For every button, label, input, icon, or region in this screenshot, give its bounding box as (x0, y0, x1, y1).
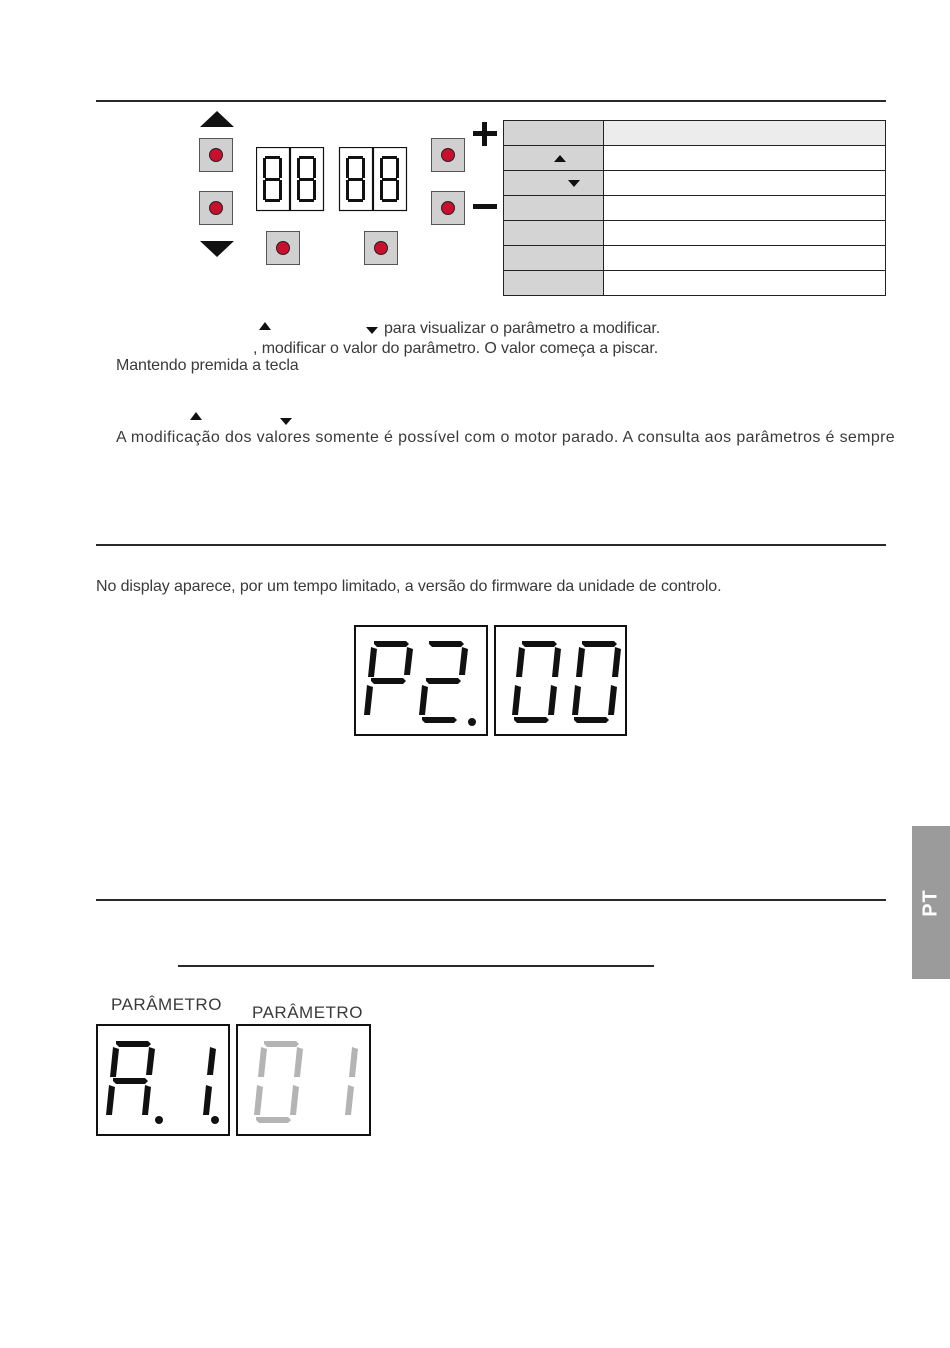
instruction-line-1: para visualizar o parâmetro a modificar. (384, 320, 661, 337)
table-row (504, 146, 886, 171)
minus-icon (472, 203, 498, 211)
instruction-line-3: Mantendo premida a tecla (116, 357, 299, 374)
section-rule-parameter (96, 899, 886, 901)
table-cell-key (504, 221, 604, 246)
led-indicator (209, 201, 223, 215)
table-row (504, 221, 886, 246)
section-rule-top (96, 100, 886, 102)
table-row (504, 171, 886, 196)
table-cell-value (604, 246, 886, 271)
arrow-down-small-icon (568, 180, 580, 188)
subheading-underline (178, 965, 654, 967)
parameter-display (96, 1024, 372, 1137)
table-cell-value (604, 221, 886, 246)
firmware-text: No display aparece, por um tempo limitado, a versão do firmware da unidade de controlo. (96, 578, 722, 595)
arrow-up-inline-icon (190, 412, 202, 420)
plus-icon (472, 121, 498, 147)
parameter-table (503, 120, 886, 296)
seven-segment-display-small (256, 147, 408, 213)
instruction-line-4: A modificação dos valores somente é possível com o motor parado. A consulta aos parâmetros é sempre (116, 429, 896, 446)
led-indicator (441, 148, 455, 162)
table-row (504, 271, 886, 296)
led-indicator (209, 148, 223, 162)
firmware-display (354, 625, 628, 737)
arrow-down-inline-icon (280, 418, 292, 426)
language-tab (912, 826, 950, 979)
arrow-up-small-icon (554, 155, 566, 163)
table-cell-key (504, 271, 604, 296)
table-cell-value (604, 196, 886, 221)
down-button[interactable] (199, 191, 233, 225)
arrow-down-icon (199, 240, 235, 258)
left-bottom-button[interactable] (266, 231, 300, 265)
table-cell-value (604, 271, 886, 296)
section-rule-firmware (96, 544, 886, 546)
table-row (504, 246, 886, 271)
table-cell-value (604, 146, 886, 171)
minus-button[interactable] (431, 191, 465, 225)
table-cell-key (504, 196, 604, 221)
led-indicator (374, 241, 388, 255)
led-indicator (441, 201, 455, 215)
up-button[interactable] (199, 138, 233, 172)
led-indicator (276, 241, 290, 255)
table-cell-value (604, 121, 886, 146)
instruction-line-2: , modificar o valor do parâmetro. O valor começa a piscar. (253, 340, 659, 357)
table-cell-key (504, 121, 604, 146)
right-bottom-button[interactable] (364, 231, 398, 265)
table-cell-key (504, 246, 604, 271)
arrow-up-inline-icon (259, 322, 271, 330)
plus-button[interactable] (431, 138, 465, 172)
arrow-down-inline-icon (366, 327, 378, 335)
parameter-label-right: PARÂMETRO (252, 1003, 363, 1022)
table-row (504, 196, 886, 221)
arrow-up-icon (199, 110, 235, 128)
table-cell-key (504, 146, 604, 171)
table-cell-value (604, 171, 886, 196)
table-cell-key (504, 171, 604, 196)
language-tab-label: PT (919, 888, 942, 917)
parameter-label-left: PARÂMETRO (111, 995, 222, 1014)
table-row (504, 121, 886, 146)
